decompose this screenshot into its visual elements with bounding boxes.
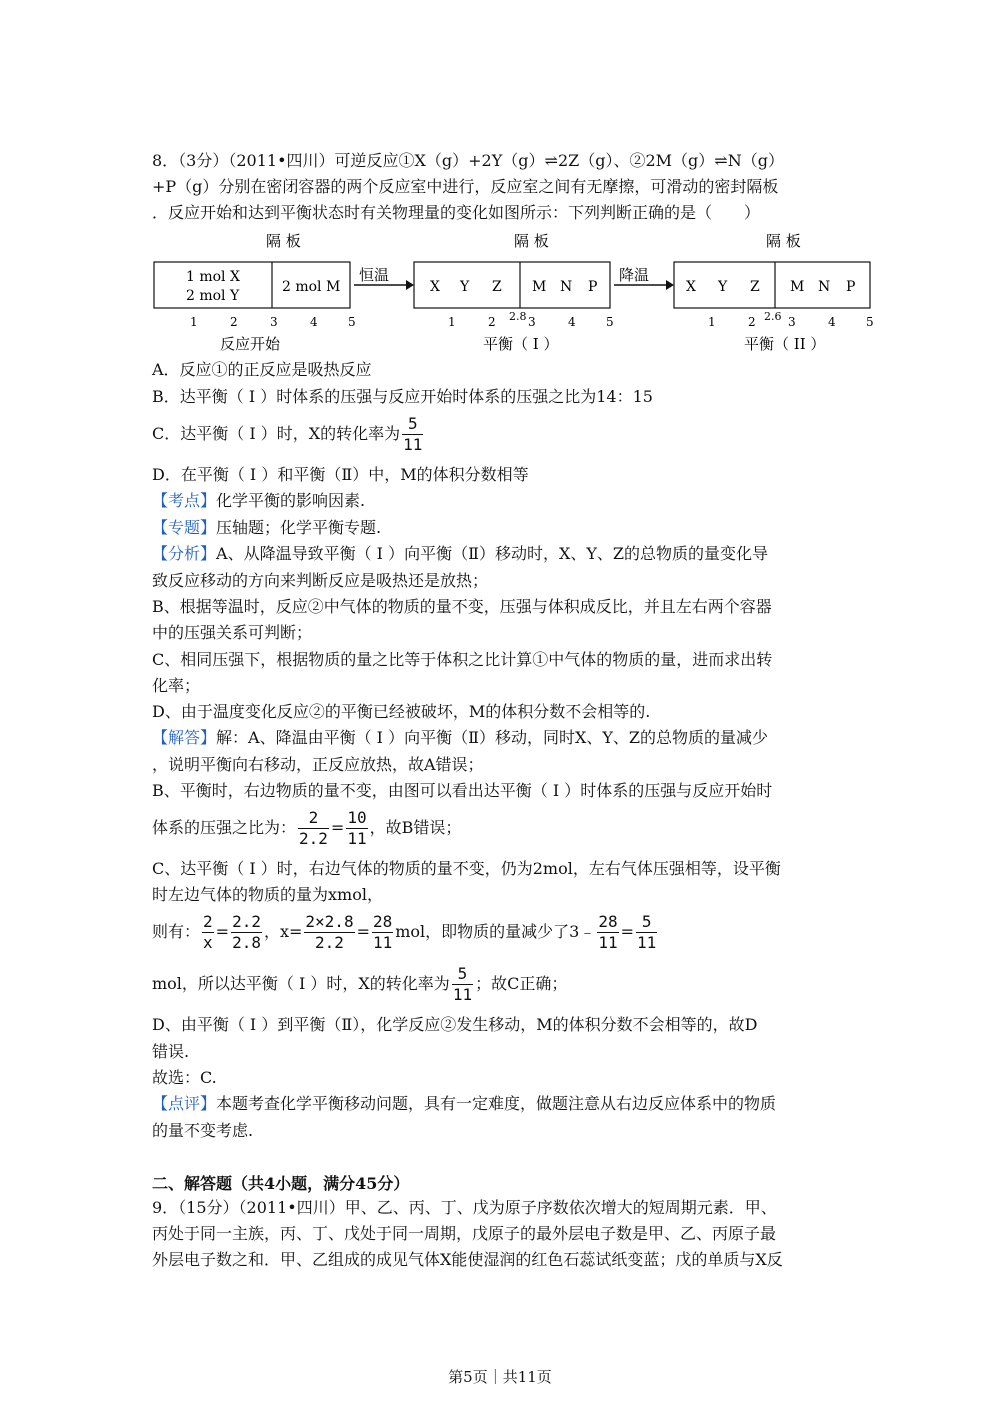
kaodian (152, 490, 365, 512)
dianping-line1 (152, 1093, 776, 1115)
scale-eq1 (448, 310, 614, 329)
svg-text:5: 5 (348, 315, 356, 329)
svg-text:2: 2 (230, 315, 238, 329)
svg-text:1: 1 (708, 315, 716, 329)
eq2-gas-n: N (818, 279, 831, 295)
fenxi-line5: C、相同压强下，根据物质的量之比等于体积之比计算①中气体的物质的量，进而求出转 (152, 650, 773, 669)
arrow-2-label: 降温 (619, 266, 650, 284)
option-c (152, 412, 425, 456)
eq1-partition-mark: 2.8 (509, 310, 527, 323)
scale-eq2 (708, 310, 874, 329)
fenxi-line4: 中的压强关系可判断； (152, 623, 313, 642)
section-title: 二、解答题（共4小题，满分45分） (152, 1174, 410, 1193)
fraction: $\frac{5}{11}$ (637, 912, 657, 952)
option-d: D．在平衡（ I ）和平衡（Ⅱ）中，M的体积分数相等 (152, 465, 529, 484)
svg-text:3: 3 (788, 315, 796, 329)
jieda-line6: 时左边气体的物质的量为xmol， (152, 885, 383, 904)
chamber-start (154, 262, 350, 308)
jieda-line3: B、平衡时，右边物质的量不变，由图可以看出达平衡（ I ）时体系的压强与反应开始时 (152, 781, 773, 800)
dianping-tag: 【点评】 (152, 1094, 217, 1113)
fraction: $\frac{10}{11}$ (347, 808, 367, 848)
eq2-partition-mark: 2.6 (764, 310, 782, 323)
fenxi-line3: B、根据等温时，反应②中气体的物质的量不变，压强与体积成反比，并且左右两个容器 (152, 597, 772, 616)
jieda-b-ratio: 体系的压强之比为： $\frac{2}{2.2}$ = $\frac{10}{11}$ ，故B错误； (152, 808, 462, 848)
start-right-text: 2 mol M (282, 279, 341, 295)
zhuanti (152, 517, 381, 539)
option-c-text: C．达平衡（ I ）时，X的转化率为 (152, 424, 401, 443)
kaodian-tag: 【考点】 (152, 491, 217, 510)
eq1-gas-m: M (532, 279, 547, 295)
q8-stem-line3: ．反应开始和达到平衡状态时有关物理量的变化如图所示：下列判断正确的是（ ） (152, 203, 761, 222)
svg-text:1: 1 (448, 315, 456, 329)
svg-text:5: 5 (866, 315, 874, 329)
jieda-line11: 故选：C. (152, 1068, 217, 1087)
dianping-line2: 的量不变考虑. (152, 1121, 254, 1140)
scale-start (190, 315, 356, 329)
fenxi-line6: 化率； (152, 676, 201, 695)
svg-text:2: 2 (488, 315, 496, 329)
eq2-gas-m: M (790, 279, 805, 295)
option-a: A．反应①的正反应是吸热反应 (152, 360, 372, 379)
svg-text:5: 5 (606, 315, 614, 329)
jieda-c-equation: 则有： $\frac{2}{x}$ = $\frac{2.2}{2.8}$ ，x= $\frac{2\times 2.8}{2.2}$ = $\frac{28}{11}$ mol，即物质的量减少了3﹣ $\frac{28}{11}$ = $\frac{5}{11}$ (152, 912, 657, 952)
jieda-line10: 错误. (152, 1042, 190, 1061)
chamber-eq1 (414, 262, 610, 308)
eq1-gas-y: Y (460, 279, 470, 295)
arrow-1-label: 恒温 (359, 266, 390, 284)
zhuanti-tag: 【专题】 (152, 518, 217, 537)
zhuanti-text: 压轴题；化学平衡专题. (216, 518, 382, 537)
caption-start: 反应开始 (220, 335, 281, 353)
eq2-gas-y: Y (718, 279, 728, 295)
fenxi-text: A、从降温导致平衡（ I ）向平衡（Ⅱ）移动时，X、Y、Z的总物质的量变化导 (216, 544, 769, 563)
jieda-line1 (152, 727, 768, 749)
jieda-line2: ，说明平衡向右移动，正反应放热，故A错误； (152, 755, 484, 774)
fenxi-line2: 致反应移动的方向来判断反应是吸热还是放热； (152, 571, 489, 590)
partition-label-3: 隔 板 (766, 232, 801, 250)
fenxi-line7: D、由于温度变化反应②的平衡已经被破坏，M的体积分数不会相等的. (152, 702, 651, 721)
fraction: $\frac{2}{x}$ (203, 912, 213, 952)
eq2-gas-x: X (686, 279, 696, 295)
partition-label-2: 隔 板 (514, 232, 549, 250)
jieda-c-conclusion: mol，所以达平衡（ I ）时，X的转化率为 $\frac{5}{11}$ ；故C正确； (152, 964, 568, 1004)
q9-line1: 9．（15分）（2011•四川）甲、乙、丙、丁、戊为原子序数依次增大的短周期元素．甲、 (152, 1198, 777, 1217)
fraction: $\frac{5}{11}$ (452, 964, 473, 1004)
fenxi-tag: 【分析】 (152, 544, 217, 563)
eq1-gas-z: Z (492, 279, 502, 295)
q9-line3: 外层电子数之和．甲、乙组成的成见气体X能使湿润的红色石蕊试纸变蓝；戊的单质与X反 (152, 1250, 783, 1269)
svg-text:3: 3 (270, 315, 278, 329)
q8-stem-line1: 8．（3分）（2011•四川）可逆反应①X（g）+2Y（g）⇌2Z（g）、②2M（g）⇌N（g） (152, 151, 784, 170)
eq2-gas-z: Z (750, 279, 760, 295)
svg-text:4: 4 (310, 315, 318, 329)
jieda-line9: D、由平衡（ I ）到平衡（Ⅱ），化学反应②发生移动，M的体积分数不会相等的，故D (152, 1015, 758, 1034)
partition-label-1: 隔 板 (266, 232, 301, 250)
fenxi-line1 (152, 543, 768, 565)
chamber-eq2 (674, 262, 870, 308)
svg-text:1: 1 (190, 315, 198, 329)
fraction: $\frac{28}{11}$ (372, 912, 393, 952)
start-left-line2: 2 mol Y (186, 288, 240, 304)
kaodian-text: 化学平衡的影响因素. (216, 491, 366, 510)
q8-stem-line2: +P（g）分别在密闭容器的两个反应室中进行，反应室之间有无摩擦，可滑动的密封隔板 (152, 177, 779, 196)
eq1-gas-x: X (430, 279, 440, 295)
caption-eq1: 平衡（ I ） (483, 335, 559, 353)
q9-line2: 丙处于同一主族，丙、丁、戊处于同一周期，戊原子的最外层电子数是甲、乙、丙原子最 (152, 1224, 777, 1243)
option-b: B．达平衡（ I ）时体系的压强与反应开始时体系的压强之比为14：15 (152, 387, 653, 406)
fraction: $\frac{2.2}{2.8}$ (232, 912, 261, 952)
dianping-text: 本题考查化学平衡移动问题，具有一定难度，做题注意从右边反应体系中的物质 (216, 1094, 777, 1113)
fraction: $\frac{2\times 2.8}{2.2}$ (305, 912, 354, 952)
jieda-line5: C、达平衡（ I ）时，右边气体的物质的量不变，仍为2mol，左右气体压强相等，设平衡 (152, 859, 781, 878)
start-left-line1: 1 mol X (186, 269, 240, 285)
reaction-chamber-diagram (148, 228, 888, 354)
svg-text:2: 2 (748, 315, 756, 329)
svg-text:3: 3 (528, 315, 536, 329)
fraction: $\frac{5}{11}$ (403, 414, 423, 454)
jieda-text: 解：A、降温由平衡（ I ）向平衡（Ⅱ）移动，同时X、Y、Z的总物质的量减少 (216, 728, 769, 747)
eq1-gas-n: N (560, 279, 573, 295)
fraction: $\frac{28}{11}$ (598, 912, 618, 952)
page-footer: 第5页｜共11页 (448, 1368, 552, 1386)
eq1-gas-p: P (588, 279, 598, 295)
jieda-tag: 【解答】 (152, 728, 217, 747)
svg-text:4: 4 (568, 315, 576, 329)
svg-text:4: 4 (828, 315, 836, 329)
eq2-gas-p: P (846, 279, 856, 295)
fraction: $\frac{2}{2.2}$ (299, 808, 328, 848)
caption-eq2: 平衡（ II ） (744, 335, 826, 353)
